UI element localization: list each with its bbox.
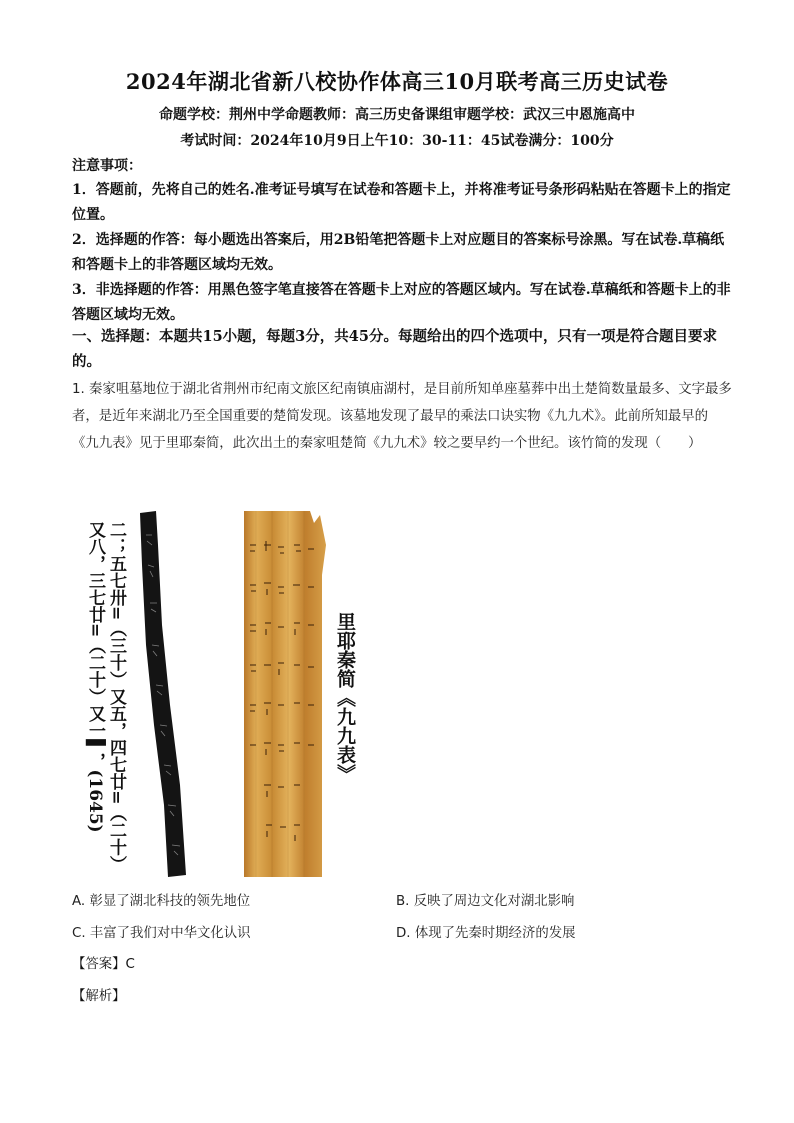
multiplication-formula-transcription: 二；五七卅=（三十）又五，四七廿=（二十）又八，三七廿=（二十）又一▌，(1645)	[85, 521, 126, 873]
options-row-1	[72, 890, 732, 912]
question-1-stem	[72, 376, 732, 457]
figure-caption-liye: 里耶秦简《九九表》	[334, 612, 356, 783]
note-item-3: 3．非选择题的作答：用黑色签字笔直接答在答题卡上对应的答题区域内。写在试卷.草稿纸和答题卡上的非答题区域均无效。	[72, 282, 731, 323]
notes-list	[72, 178, 732, 328]
option-b[interactable]: B. 反映了周边文化对湖北影响	[396, 894, 575, 909]
exam-title: 2024年湖北省新八校协作体高三10月联考高三历史试卷	[125, 69, 669, 94]
analysis-label: 【解析】	[72, 989, 126, 1004]
note-item-1: 1．答题前，先将自己的姓名.准考证号填写在试卷和答题卡上，并将准考证号条形码粘贴在答题卡上的指定位置。	[72, 182, 731, 223]
option-a[interactable]: A. 彰显了湖北科技的领先地位	[72, 894, 251, 909]
exam-meta-time: 考试时间：2024年10月9日上午10：30-11：45试卷满分：100分	[180, 133, 614, 149]
notes-heading: 注意事项：	[72, 158, 142, 174]
option-d[interactable]: D. 体现了先秦时期经济的发展	[396, 926, 576, 941]
options-row-2	[72, 922, 732, 944]
black-bamboo-strip	[140, 511, 186, 877]
answer-label: 【答案】C	[72, 957, 135, 972]
exam-meta-authors: 命题学校：荆州中学命题教师：高三历史备课组审题学校：武汉三中恩施高中	[159, 107, 635, 123]
liye-bamboo-board	[244, 511, 326, 877]
question-1-text: 1. 秦家咀墓地位于湖北省荆州市纪南文旅区纪南镇庙湖村，是目前所知单座墓葬中出土楚简数量最多、文字最多者，是近年来湖北乃至全国重要的楚简发现。该墓地发现了最早的乘法口诀实物《九九术》。此前所知最早的《九九表》见于里耶秦简，此次出土的秦家咀楚简《九九术》较之要早约一个世纪。该竹简的发现（ ）	[72, 382, 732, 451]
section-heading: 一、选择题：本题共15小题，每题3分，共45分。每题给出的四个选项中，只有一项是符合题目要求的。	[72, 328, 717, 370]
option-c[interactable]: C. 丰富了我们对中华文化认识	[72, 926, 251, 941]
note-item-2: 2．选择题的作答：每小题选出答案后，用2B铅笔把答题卡上对应题目的答案标号涂黑。写在试卷.草稿纸和答题卡上的非答题区域均无效。	[72, 232, 725, 273]
